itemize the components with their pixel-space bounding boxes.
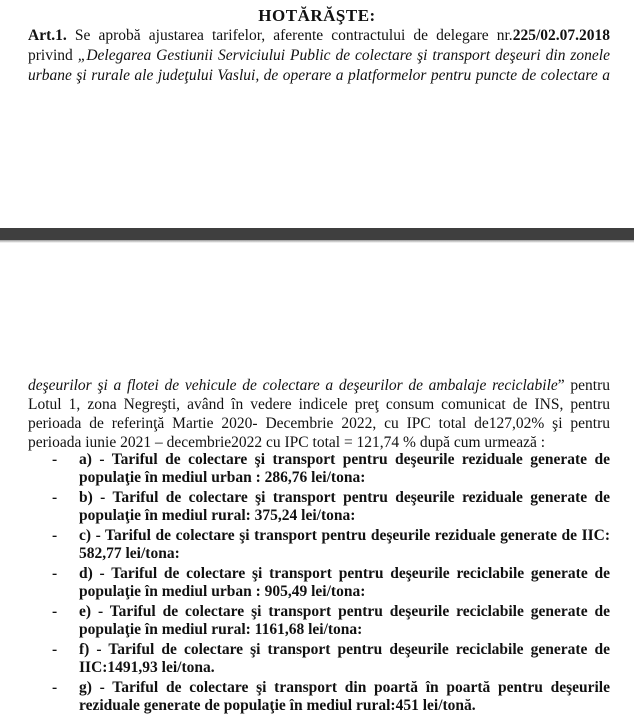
decision-heading: HOTĂRĂŞTE: (258, 6, 376, 25)
page-separator-bar (0, 228, 634, 240)
article-label: Art.1. (28, 27, 67, 44)
continuation-line-2: Lotul 1, zona Negreşti, având în vedere indicele preţ consum comunicat de INS, pentru (28, 396, 610, 413)
list-item: - f) - Tariful de colectare şi transport pentru deşeurile reciclabile generate de IIC:1491,93 lei/tona. (52, 641, 610, 676)
article-1-line-1: Art.1. Se aprobă ajustarea tarifelor, aferente contractului de delegare nr.225/02.07.2018 (28, 27, 610, 44)
article-1-continuation (28, 376, 610, 452)
list-item: - d) - Tariful de colectare şi transport pentru deşeurile reciclabile generate de populaţie în mediul urban : 905,49 lei/tona: (52, 565, 610, 600)
list-item: - c) - Tariful de colectare şi transport pentru deşeurile reziduale generate de IIC: 582,77 lei/tona: (52, 527, 610, 562)
continuation-line-1: deşeurilor şi a flotei de vehicule de colectare a deşeurilor de ambalaje reciclabile” pentru (28, 377, 610, 394)
continuation-line-3: perioada de referinţă Martie 2020- Decembrie 2022, cu IPC total de127,02% şi pentru (28, 415, 610, 432)
list-item: - b) - Tariful de colectare şi transport pentru deşeurile reziduale generate de populaţie în mediul rural: 375,24 lei/tona: (52, 489, 610, 524)
list-bullet: - (52, 451, 58, 468)
list-item: - e) - Tariful de colectare şi transport pentru deşeurile reciclabile generate de populaţie în mediul rural: 1161,68 lei/tona: (52, 603, 610, 638)
list-bullet: - (52, 565, 58, 582)
list-bullet: - (52, 679, 58, 696)
list-bullet: - (52, 489, 58, 506)
continuation-line-4: perioada iunie 2021 – decembrie2022 cu IPC total = 121,74 % după cum urmează : (28, 434, 546, 451)
document-page-top (0, 0, 634, 228)
list-bullet: - (52, 527, 58, 544)
list-item: - a) - Tariful de colectare şi transport pentru deşeurile reziduale generate de populaţie în mediul urban : 286,76 lei/tona: (52, 451, 610, 486)
page-separator-shadow (0, 240, 634, 243)
list-item: - g) - Tariful de colectare şi transport din poartă în poartă pentru deşeurile reziduale generate de populaţie în mediul rural:451 lei/tonă. (52, 679, 610, 714)
list-bullet: - (52, 641, 58, 658)
contract-number: 225/02.07.2018 (512, 27, 610, 44)
article-1-line-2: privind „Delegarea Gestiunii Serviciului Public de colectare şi transport deşeuri din zonele (28, 47, 610, 64)
list-bullet: - (52, 603, 58, 620)
article-1-line-3: urbane şi rurale ale judeţului Vaslui, de operare a platformelor pentru puncte de colectare a (28, 67, 610, 84)
tariff-list (28, 451, 610, 717)
article-1-paragraph (28, 26, 610, 86)
